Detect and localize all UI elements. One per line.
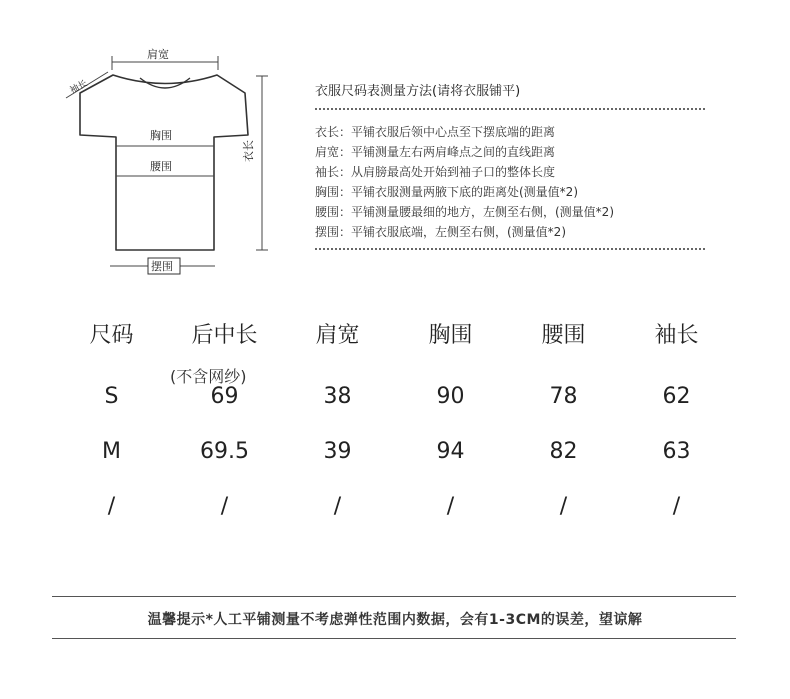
shoulder-label: 肩宽 [147,48,169,61]
sleeve-label: 袖长 [68,78,90,97]
length-note: (不含网纱) [170,367,247,386]
table-cell: M [102,439,121,464]
table-cell: 69.5 [200,439,249,464]
dotted-divider [315,108,705,110]
header-shoulder: 肩宽 [315,323,360,348]
table-cell: 78 [549,384,578,409]
chest-label: 胸围 [150,129,172,142]
hem-label: 摆围 [151,260,173,273]
header-size: 尺码 [89,323,134,348]
table-cell: 94 [436,439,465,464]
footer-note: 温馨提示*人工平铺测量不考虑弹性范围内数据，会有1-3CM的误差，望谅解 [147,612,643,628]
footer-divider-top [52,596,736,597]
length-label: 衣长 [242,140,255,162]
method-line: 袖长：从肩膀最高处开始到袖子口的整体长度 [315,165,556,179]
table-cell: / [672,494,681,519]
header-length: 后中长 [191,323,258,348]
table-cell: 39 [323,439,352,464]
table-cell: / [333,494,342,519]
header-chest: 胸围 [428,323,473,348]
tshirt-measurement-diagram [0,0,300,290]
table-cell: 69 [210,384,239,409]
method-line: 衣长：平铺衣服后领中心点至下摆底端的距离 [315,125,556,139]
measurement-method-title: 衣服尺码表测量方法(请将衣服铺平) [315,84,521,99]
header-waist: 腰围 [541,323,586,348]
footer-divider-bottom [52,638,736,639]
table-cell: / [446,494,455,519]
table-cell: 90 [436,384,465,409]
table-cell: / [107,494,116,519]
table-cell: / [220,494,229,519]
method-line: 腰围：平铺测量腰最细的地方，左侧至右侧，(测量值*2) [315,205,615,219]
method-line: 胸围：平铺衣服测量两腋下底的距离处(测量值*2) [315,185,578,199]
dotted-divider [315,248,705,250]
method-line: 摆围：平铺衣服底端，左侧至右侧，(测量值*2) [315,225,566,239]
table-cell: 82 [549,439,578,464]
table-cell: S [104,384,119,409]
measurement-method-list [315,122,614,242]
method-line: 肩宽：平铺测量左右两肩峰点之间的直线距离 [315,145,556,159]
table-cell: / [559,494,568,519]
waist-label: 腰围 [150,160,172,173]
table-cell: 38 [323,384,352,409]
table-cell: 62 [662,384,691,409]
header-sleeve: 袖长 [654,323,699,348]
table-cell: 63 [662,439,691,464]
